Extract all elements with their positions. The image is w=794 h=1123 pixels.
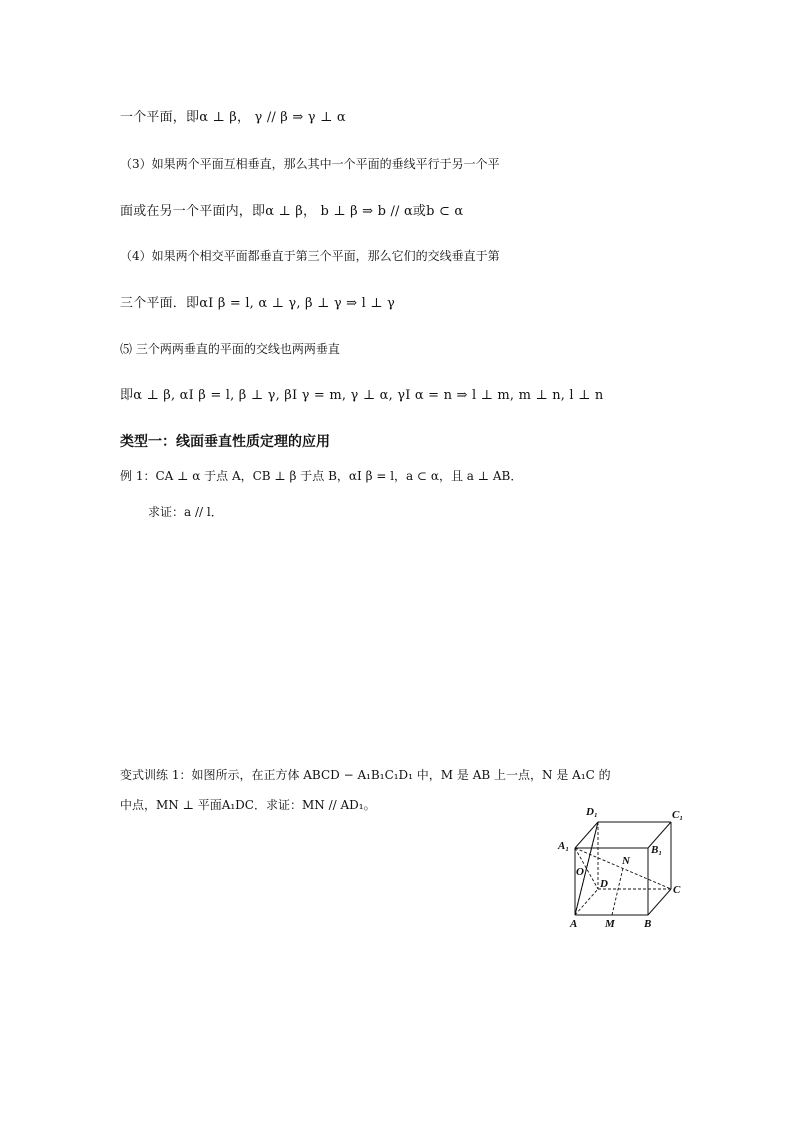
text-line-5: 三个平面．即αI β = l, α ⊥ γ, β ⊥ γ ⇒ l ⊥ γ: [120, 296, 395, 311]
text-line-6: ⑸ 三个两两垂直的平面的交线也两两垂直: [120, 342, 340, 356]
example-1-statement: 例 1：CA ⊥ α 于点 A，CB ⊥ β 于点 B，αI β = l，a ⊂ α，且 a ⊥ AB．: [120, 469, 523, 483]
text-line-1: 一个平面，即α ⊥ β， γ // β ⇒ γ ⊥ α: [120, 110, 346, 125]
label-b: B: [644, 918, 652, 930]
text-line-4: （4）如果两个相交平面都垂直于第三个平面，那么它们的交线垂直于第: [120, 249, 500, 263]
text-line-2: （3）如果两个平面互相垂直，那么其中一个平面的垂线平行于另一个平: [120, 157, 500, 171]
label-b1: B₁: [651, 844, 663, 856]
label-d: D: [600, 878, 608, 890]
label-c: C: [673, 884, 681, 896]
label-o: O: [576, 866, 584, 878]
variant-1-line-2: 中点，MN ⊥ 平面A₁DC．求证：MN // AD₁。: [120, 798, 376, 812]
label-c1: C₁: [672, 809, 684, 821]
variant-1-line-1: 变式训练 1：如图所示，在正方体 ABCD − A₁B₁C₁D₁ 中，M 是 AB 上一点，N 是 A₁C 的: [120, 768, 611, 782]
cube-figure: [550, 798, 700, 933]
section-title: 类型一：线面垂直性质定理的应用: [120, 434, 330, 450]
label-a1: A₁: [558, 840, 570, 852]
example-1-prove: 求证：a // l．: [148, 505, 223, 519]
label-a: A: [570, 918, 578, 930]
label-d1: D₁: [586, 806, 598, 818]
text-line-7: 即α ⊥ β, αI β = l, β ⊥ γ, βI γ = m, γ ⊥ α, γI α = n ⇒ l ⊥ m, m ⊥ n, l ⊥ n: [120, 388, 604, 403]
label-m: M: [605, 918, 615, 930]
label-n: N: [622, 855, 630, 867]
text-line-3: 面或在另一个平面内，即α ⊥ β， b ⊥ β ⇒ b // α或b ⊂ α: [120, 204, 464, 219]
